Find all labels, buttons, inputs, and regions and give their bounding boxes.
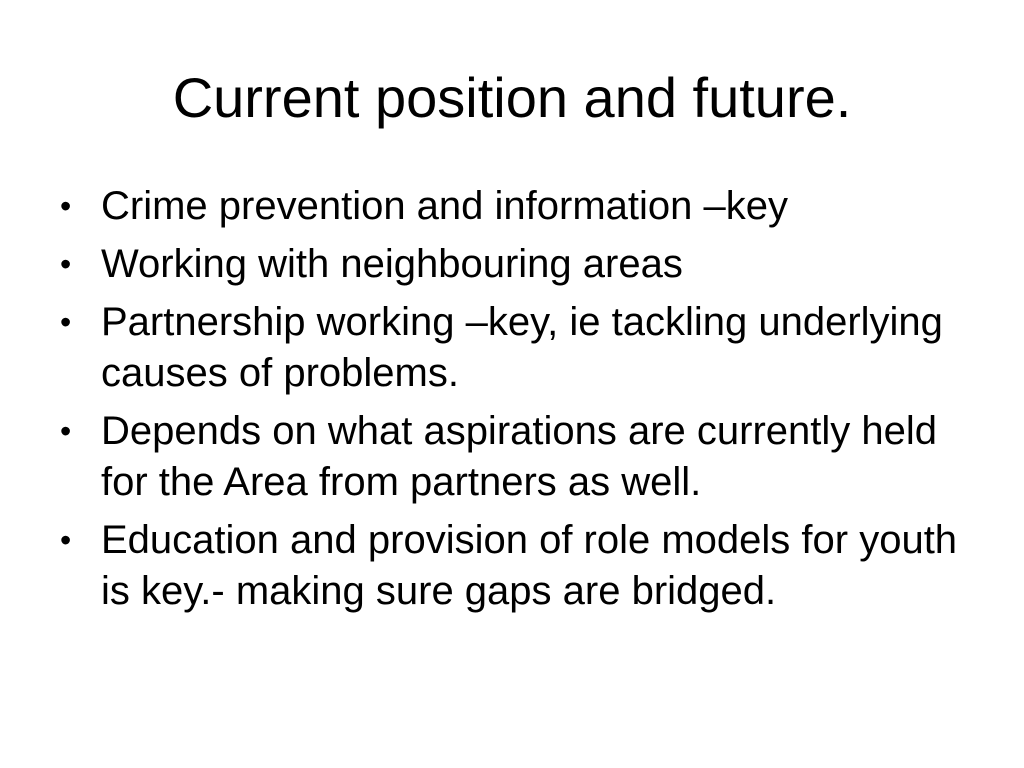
bullet-text: Crime prevention and information –key bbox=[101, 184, 789, 228]
bullet-text: Depends on what aspirations are currently held for the Area from partners as well. bbox=[101, 409, 938, 504]
bullet-item bbox=[56, 181, 976, 232]
bullet-item bbox=[56, 406, 976, 508]
bullet-item bbox=[56, 515, 976, 617]
bullet-text: Partnership working –key, ie tackling underlying causes of problems. bbox=[101, 300, 943, 395]
bullet-dot-icon: • bbox=[60, 246, 72, 282]
bullet-item bbox=[56, 239, 976, 290]
bullet-text: Working with neighbouring areas bbox=[101, 242, 683, 286]
bullet-dot-icon: • bbox=[60, 413, 72, 449]
bullet-item bbox=[56, 297, 976, 399]
bullet-list bbox=[56, 181, 976, 624]
bullet-dot-icon: • bbox=[60, 304, 72, 340]
slide-title: Current position and future. bbox=[172, 66, 852, 129]
bullet-dot-icon: • bbox=[60, 188, 72, 224]
bullet-dot-icon: • bbox=[60, 522, 72, 558]
bullet-text: Education and provision of role models for youth is key.- making sure gaps are bridged. bbox=[101, 518, 958, 613]
